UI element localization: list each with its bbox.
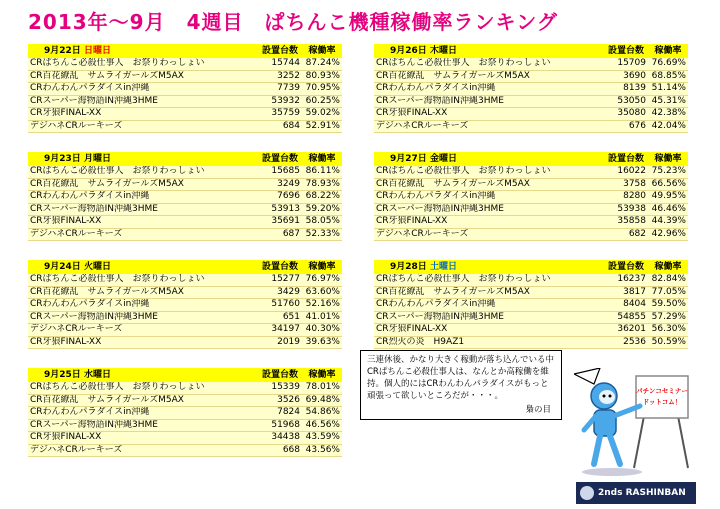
- weekday-label: 水曜日: [83, 369, 111, 380]
- machine-name-cell: CRぱちんこ必殺仕事人 お祭りわっしょい: [374, 274, 604, 286]
- utilization-rate-cell: 87.24%: [302, 58, 342, 70]
- ranking-panel-sep24: [28, 260, 340, 349]
- unit-count-cell: 16237: [604, 274, 648, 286]
- machine-name-cell: CR牙狼FINAL-XX: [28, 432, 258, 445]
- table-row: [28, 324, 342, 337]
- machine-name-cell: CRスーパー海物語IN沖縄3HME: [374, 311, 604, 324]
- unit-count-cell: 34197: [258, 324, 302, 337]
- unit-count-cell: 35691: [258, 216, 302, 229]
- comment-line: 三連休後、かなり大きく稼動が落ち込んでいる中: [367, 355, 555, 365]
- comment-signature: 梟の目: [525, 405, 551, 415]
- logo-text: 2nds RASHINBAN: [598, 488, 686, 498]
- utilization-rate-cell: 56.30%: [648, 324, 688, 337]
- table-row: [374, 216, 688, 229]
- comment-bubble: [360, 350, 562, 420]
- unit-count-cell: 7739: [258, 83, 302, 96]
- table-row: [28, 70, 342, 83]
- machine-name-cell: CR牙狼FINAL-XX: [374, 216, 604, 229]
- ranking-panel-sep22: [28, 44, 340, 133]
- machine-name-cell: CR百花繚乱 サムライガールズM5AX: [28, 178, 258, 191]
- date-header: [28, 368, 258, 382]
- robot-shadow: [582, 468, 642, 476]
- machine-name-cell: CR牙狼FINAL-XX: [374, 108, 604, 121]
- unit-count-cell: 8139: [604, 83, 648, 96]
- utilization-rate-cell: 77.05%: [648, 286, 688, 299]
- utilization-rate-cell: 52.16%: [302, 299, 342, 312]
- logo-mark-icon: [580, 486, 594, 500]
- ranking-table: [28, 44, 342, 133]
- machine-name-cell: CRぱちんこ必殺仕事人 お祭りわっしょい: [28, 166, 258, 178]
- count-column-header: 設置台数: [258, 44, 302, 58]
- machine-name-cell: CRわんわんパラダイスin沖縄: [28, 407, 258, 420]
- ranking-table: [374, 44, 688, 133]
- table-header-row: [374, 260, 688, 274]
- utilization-rate-cell: 52.91%: [302, 120, 342, 133]
- ranking-panel-sep26: [374, 44, 686, 133]
- unit-count-cell: 3252: [258, 70, 302, 83]
- utilization-rate-cell: 39.63%: [302, 336, 342, 349]
- page-title: 2013年～9月 4週目 ぱちんこ機種稼働率ランキング: [28, 10, 558, 34]
- machine-name-cell: CRスーパー海物語IN沖縄3HME: [374, 95, 604, 108]
- utilization-rate-cell: 59.50%: [648, 299, 688, 312]
- utilization-rate-cell: 58.05%: [302, 216, 342, 229]
- ranking-panel-sep25: [28, 368, 340, 457]
- machine-name-cell: CR牙狼FINAL-XX: [28, 336, 258, 349]
- comment-line: 頑張って欲しいところだが・・・。: [367, 391, 504, 401]
- utilization-rate-cell: 43.56%: [302, 444, 342, 457]
- unit-count-cell: 7824: [258, 407, 302, 420]
- date-header: [28, 260, 258, 274]
- machine-name-cell: CRスーパー海物語IN沖縄3HME: [28, 419, 258, 432]
- unit-count-cell: 3758: [604, 178, 648, 191]
- date-header: [374, 44, 604, 58]
- table-row: [28, 336, 342, 349]
- rate-column-header: 稼働率: [648, 152, 688, 166]
- utilization-rate-cell: 44.39%: [648, 216, 688, 229]
- unit-count-cell: 8280: [604, 191, 648, 204]
- table-row: [374, 70, 688, 83]
- utilization-rate-cell: 76.69%: [648, 58, 688, 70]
- unit-count-cell: 53932: [258, 95, 302, 108]
- table-row: [28, 203, 342, 216]
- unit-count-cell: 3817: [604, 286, 648, 299]
- table-row: [374, 58, 688, 70]
- utilization-rate-cell: 46.46%: [648, 203, 688, 216]
- utilization-rate-cell: 69.48%: [302, 394, 342, 407]
- unit-count-cell: 8404: [604, 299, 648, 312]
- unit-count-cell: 3526: [258, 394, 302, 407]
- machine-name-cell: CR牙狼FINAL-XX: [28, 216, 258, 229]
- unit-count-cell: 54855: [604, 311, 648, 324]
- table-row: [28, 407, 342, 420]
- count-column-header: 設置台数: [258, 260, 302, 274]
- ranking-panel-sep27: [374, 152, 686, 241]
- machine-name-cell: デジハネCRルーキーズ: [374, 228, 604, 241]
- utilization-rate-cell: 42.96%: [648, 228, 688, 241]
- table-row: [374, 95, 688, 108]
- unit-count-cell: 684: [258, 120, 302, 133]
- machine-name-cell: CRわんわんパラダイスin沖縄: [28, 299, 258, 312]
- table-header-row: [28, 44, 342, 58]
- machine-name-cell: デジハネCRルーキーズ: [28, 228, 258, 241]
- unit-count-cell: 15685: [258, 166, 302, 178]
- machine-name-cell: CRスーパー海物語IN沖縄3HME: [28, 311, 258, 324]
- utilization-rate-cell: 59.20%: [302, 203, 342, 216]
- machine-name-cell: デジハネCRルーキーズ: [28, 444, 258, 457]
- utilization-rate-cell: 82.84%: [648, 274, 688, 286]
- robot-eye: [609, 395, 612, 398]
- table-row: [374, 203, 688, 216]
- table-row: [28, 432, 342, 445]
- rashinban-logo: [576, 482, 696, 504]
- date-header: [374, 152, 604, 166]
- machine-name-cell: CR百花繚乱 サムライガールズM5AX: [374, 178, 604, 191]
- unit-count-cell: 53050: [604, 95, 648, 108]
- table-row: [374, 274, 688, 286]
- unit-count-cell: 676: [604, 120, 648, 133]
- machine-name-cell: デジハネCRルーキーズ: [28, 120, 258, 133]
- rate-column-header: 稼働率: [302, 260, 342, 274]
- utilization-rate-cell: 86.11%: [302, 166, 342, 178]
- unit-count-cell: 35759: [258, 108, 302, 121]
- utilization-rate-cell: 80.93%: [302, 70, 342, 83]
- unit-count-cell: 3249: [258, 178, 302, 191]
- machine-name-cell: CRわんわんパラダイスin沖縄: [28, 83, 258, 96]
- date-label: 9月27日: [390, 153, 427, 164]
- table-row: [28, 382, 342, 394]
- easel-leg: [634, 416, 644, 468]
- comment-line: CRぱちんこ必殺仕事人は、なんとか高稼働を維: [367, 367, 549, 377]
- utilization-rate-cell: 50.59%: [648, 336, 688, 349]
- robot-leg: [594, 436, 600, 464]
- weekday-label: 火曜日: [83, 261, 111, 272]
- table-row: [28, 108, 342, 121]
- table-row: [374, 299, 688, 312]
- utilization-rate-cell: 68.22%: [302, 191, 342, 204]
- utilization-rate-cell: 41.01%: [302, 311, 342, 324]
- unit-count-cell: 668: [258, 444, 302, 457]
- rate-column-header: 稼働率: [302, 152, 342, 166]
- unit-count-cell: 36201: [604, 324, 648, 337]
- ranking-table: [374, 152, 688, 241]
- date-header: [28, 44, 258, 58]
- table-row: [374, 178, 688, 191]
- machine-name-cell: CR百花繚乱 サムライガールズM5AX: [28, 286, 258, 299]
- utilization-rate-cell: 76.97%: [302, 274, 342, 286]
- utilization-rate-cell: 68.85%: [648, 70, 688, 83]
- machine-name-cell: デジハネCRルーキーズ: [374, 120, 604, 133]
- table-row: [28, 286, 342, 299]
- utilization-rate-cell: 78.93%: [302, 178, 342, 191]
- utilization-rate-cell: 63.60%: [302, 286, 342, 299]
- machine-name-cell: CR百花繚乱 サムライガールズM5AX: [28, 70, 258, 83]
- robot-face: [599, 390, 615, 404]
- unit-count-cell: 53913: [258, 203, 302, 216]
- table-row: [374, 83, 688, 96]
- unit-count-cell: 15744: [258, 58, 302, 70]
- utilization-rate-cell: 78.01%: [302, 382, 342, 394]
- table-row: [28, 394, 342, 407]
- unit-count-cell: 7696: [258, 191, 302, 204]
- ranking-panel-sep23: [28, 152, 340, 241]
- count-column-header: 設置台数: [604, 260, 648, 274]
- table-header-row: [374, 152, 688, 166]
- utilization-rate-cell: 66.56%: [648, 178, 688, 191]
- machine-name-cell: CR百花繚乱 サムライガールズM5AX: [374, 70, 604, 83]
- date-label: 9月28日: [390, 261, 427, 272]
- machine-name-cell: CRわんわんパラダイスin沖縄: [374, 299, 604, 312]
- utilization-rate-cell: 46.56%: [302, 419, 342, 432]
- machine-name-cell: CRわんわんパラダイスin沖縄: [374, 191, 604, 204]
- seminar-sign-text: ドットコム！: [642, 398, 682, 406]
- ranking-table: [374, 260, 688, 349]
- table-row: [374, 324, 688, 337]
- table-row: [374, 191, 688, 204]
- ranking-table: [28, 152, 342, 241]
- date-header: [374, 260, 604, 274]
- table-row: [28, 58, 342, 70]
- table-header-row: [28, 260, 342, 274]
- machine-name-cell: CRスーパー海物語IN沖縄3HME: [28, 95, 258, 108]
- utilization-rate-cell: 52.33%: [302, 228, 342, 241]
- table-row: [28, 191, 342, 204]
- date-header: [28, 152, 258, 166]
- table-row: [28, 83, 342, 96]
- count-column-header: 設置台数: [604, 152, 648, 166]
- unit-count-cell: 35080: [604, 108, 648, 121]
- machine-name-cell: CR百花繚乱 サムライガールズM5AX: [374, 286, 604, 299]
- table-row: [28, 120, 342, 133]
- table-row: [374, 228, 688, 241]
- count-column-header: 設置台数: [604, 44, 648, 58]
- seminar-sign-text: パチンコセミナー: [636, 387, 688, 395]
- machine-name-cell: CRスーパー海物語IN沖縄3HME: [374, 203, 604, 216]
- utilization-rate-cell: 75.23%: [648, 166, 688, 178]
- machine-name-cell: CRぱちんこ必殺仕事人 お祭りわっしょい: [374, 58, 604, 70]
- weekday-label: 木曜日: [429, 45, 457, 56]
- machine-name-cell: CRぱちんこ必殺仕事人 お祭りわっしょい: [28, 274, 258, 286]
- weekday-label: 日曜日: [83, 45, 111, 56]
- utilization-rate-cell: 40.30%: [302, 324, 342, 337]
- unit-count-cell: 16022: [604, 166, 648, 178]
- table-row: [28, 95, 342, 108]
- table-row: [28, 228, 342, 241]
- utilization-rate-cell: 49.95%: [648, 191, 688, 204]
- robot-eye: [603, 395, 606, 398]
- unit-count-cell: 3690: [604, 70, 648, 83]
- machine-name-cell: CRわんわんパラダイスin沖縄: [374, 83, 604, 96]
- unit-count-cell: 682: [604, 228, 648, 241]
- table-row: [374, 336, 688, 349]
- table-row: [374, 286, 688, 299]
- date-label: 9月26日: [390, 45, 427, 56]
- machine-name-cell: デジハネCRルーキーズ: [28, 324, 258, 337]
- table-row: [28, 216, 342, 229]
- table-row: [374, 166, 688, 178]
- utilization-rate-cell: 42.38%: [648, 108, 688, 121]
- rate-column-header: 稼働率: [302, 44, 342, 58]
- unit-count-cell: 3429: [258, 286, 302, 299]
- count-column-header: 設置台数: [258, 152, 302, 166]
- rate-column-header: 稼働率: [648, 260, 688, 274]
- ranking-panel-sep28: [374, 260, 686, 349]
- machine-name-cell: CR百花繚乱 サムライガールズM5AX: [28, 394, 258, 407]
- unit-count-cell: 2019: [258, 336, 302, 349]
- table-row: [28, 178, 342, 191]
- table-row: [28, 299, 342, 312]
- utilization-rate-cell: 70.95%: [302, 83, 342, 96]
- table-row: [28, 166, 342, 178]
- bubble-tail: [574, 368, 600, 384]
- table-header-row: [28, 368, 342, 382]
- robot-mascot-illustration: [574, 368, 694, 478]
- machine-name-cell: CRスーパー海物語IN沖縄3HME: [28, 203, 258, 216]
- machine-name-cell: CRぱちんこ必殺仕事人 お祭りわっしょい: [28, 382, 258, 394]
- utilization-rate-cell: 54.86%: [302, 407, 342, 420]
- easel-leg: [678, 416, 688, 468]
- ranking-table: [28, 368, 342, 457]
- machine-name-cell: CR牙狼FINAL-XX: [28, 108, 258, 121]
- seminar-sign-board: [636, 376, 688, 418]
- weekday-label: 土曜日: [429, 261, 457, 272]
- date-label: 9月24日: [44, 261, 81, 272]
- utilization-rate-cell: 51.14%: [648, 83, 688, 96]
- table-header-row: [28, 152, 342, 166]
- rate-column-header: 稼働率: [648, 44, 688, 58]
- date-label: 9月22日: [44, 45, 81, 56]
- ranking-table: [28, 260, 342, 349]
- unit-count-cell: 15709: [604, 58, 648, 70]
- table-row: [374, 108, 688, 121]
- utilization-rate-cell: 43.59%: [302, 432, 342, 445]
- comment-line: 持。個人的にはCRわんわんパラダイスがもっと: [367, 379, 549, 389]
- table-row: [28, 311, 342, 324]
- unit-count-cell: 53938: [604, 203, 648, 216]
- unit-count-cell: 34438: [258, 432, 302, 445]
- table-row: [374, 120, 688, 133]
- utilization-rate-cell: 42.04%: [648, 120, 688, 133]
- weekday-label: 金曜日: [429, 153, 457, 164]
- utilization-rate-cell: 45.31%: [648, 95, 688, 108]
- date-label: 9月23日: [44, 153, 81, 164]
- table-row: [28, 444, 342, 457]
- machine-name-cell: CR牙狼FINAL-XX: [374, 324, 604, 337]
- robot-leg: [610, 436, 620, 464]
- unit-count-cell: 651: [258, 311, 302, 324]
- machine-name-cell: CRぱちんこ必殺仕事人 お祭りわっしょい: [28, 58, 258, 70]
- unit-count-cell: 2536: [604, 336, 648, 349]
- unit-count-cell: 35858: [604, 216, 648, 229]
- rate-column-header: 稼働率: [302, 368, 342, 382]
- count-column-header: 設置台数: [258, 368, 302, 382]
- machine-name-cell: CRぱちんこ必殺仕事人 お祭りわっしょい: [374, 166, 604, 178]
- unit-count-cell: 15277: [258, 274, 302, 286]
- machine-name-cell: CR烈火の炎 H9AZ1: [374, 336, 604, 349]
- unit-count-cell: 51968: [258, 419, 302, 432]
- machine-name-cell: CRわんわんパラダイスin沖縄: [28, 191, 258, 204]
- utilization-rate-cell: 57.29%: [648, 311, 688, 324]
- table-row: [28, 419, 342, 432]
- table-row: [28, 274, 342, 286]
- table-row: [374, 311, 688, 324]
- table-header-row: [374, 44, 688, 58]
- unit-count-cell: 687: [258, 228, 302, 241]
- unit-count-cell: 51760: [258, 299, 302, 312]
- utilization-rate-cell: 60.25%: [302, 95, 342, 108]
- unit-count-cell: 15339: [258, 382, 302, 394]
- utilization-rate-cell: 59.02%: [302, 108, 342, 121]
- date-label: 9月25日: [44, 369, 81, 380]
- weekday-label: 月曜日: [83, 153, 111, 164]
